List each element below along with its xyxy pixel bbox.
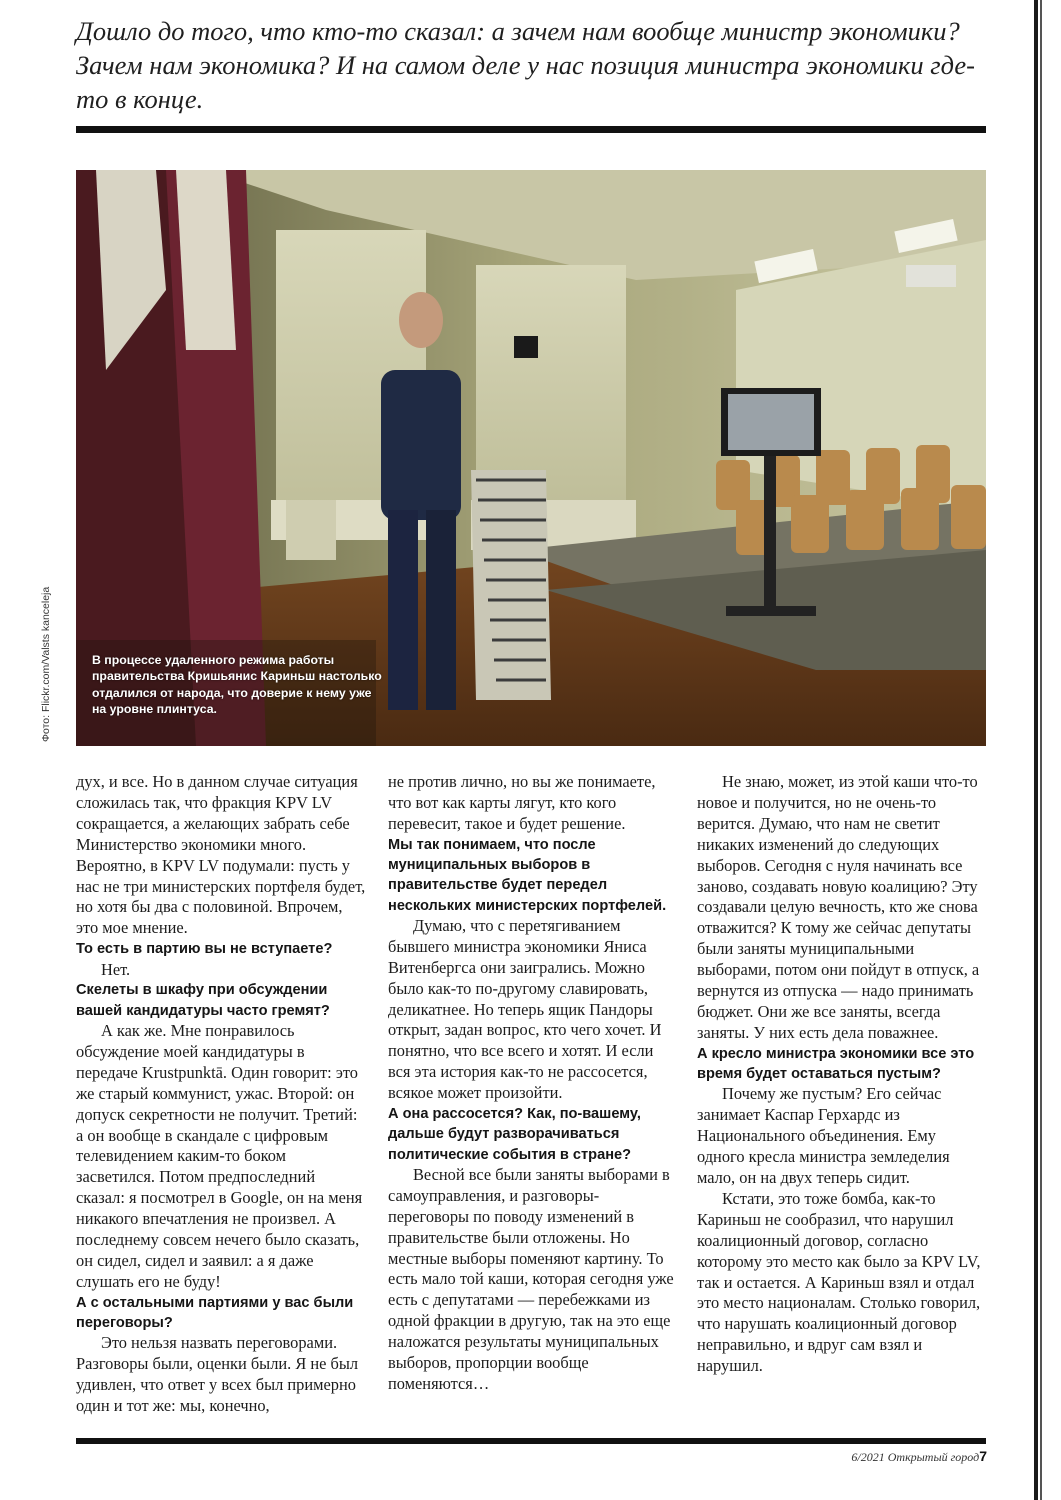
page-edge-bar (1034, 0, 1038, 1500)
interview-question: А она рассосется? Как, по-вашему, дальше будут разворачиваться политические события в стране? (388, 1106, 641, 1163)
photo-caption: В процессе удаленного режима работы правительства Кришьянис Кариньш настолько отдалился от народа, что доверие к нему уже на уровне плинтуса. (92, 653, 382, 717)
paragraph: Не знаю, может, из этой каши что-то новое и получится, но не очень-то верится. Думаю, что нам не светит никаких изменений до следующих выборов. Сегодня с нуля начинать все заново, создавать новую коалицию? Эту создавали целую вечность, кто же снова отважится? К тому же сейчас депутаты были заняты муниципальными выборами, потом они пойдут в отпуск, а вернутся из отпуска — надо принимать бюджет. Они же все заняты, всегда заняты. У них есть дела поважнее. (697, 772, 980, 1042)
page-footer (851, 1448, 987, 1465)
text-column-2 (388, 772, 678, 1395)
interview-question: А с остальными партиями у вас были переговоры? (76, 1294, 354, 1332)
photo-credit: Фото: Flickr.com/Valsts kanceleja (40, 586, 52, 742)
paragraph: Это нельзя назвать переговорами. Разговоры были, оценки были. Я не был удивлен, что ответ у всех был примерно один и тот же: мы, конечно, (76, 1333, 359, 1416)
paragraph: дух, и все. Но в данном случае ситуация сложилась так, что фракция KPV LV сокращается, а желающих забрать себе Министерство экономики много. Вероятно, в KPV LV подумали: пусть у нас не три министерских портфеля будет, но хотя бы два с половиной. Впрочем, это мое мнение. (76, 772, 366, 938)
top-rule (76, 126, 986, 133)
bottom-rule (76, 1438, 986, 1444)
paragraph: Почему же пустым? Его сейчас занимает Каспар Герхардс из Национального объединения. Ему одного кресла министра земледелия мало, он на двух теперь сидит. (697, 1084, 950, 1187)
text-column-1 (76, 772, 366, 1417)
interview-question: Скелеты в шкафу при обсуждении вашей кандидатуры часто гремят? (76, 982, 330, 1019)
paragraph: Весной все были заняты выборами в самоуправления, и разговоры-переговоры по поводу изменений в правительстве были отложены. Но местные выборы поменяют картину. То есть мало той каши, которая сегодня уже есть с депутатами — перебежками из одной фракции в другую, так на это еще наложатся результаты муниципальных выборов, пропорции вообще поменяются… (388, 1164, 674, 1394)
text-column-3 (697, 772, 987, 1377)
paragraph: Нет. (101, 959, 131, 979)
magazine-name: Открытый город (887, 1450, 980, 1464)
pull-quote: Дошло до того, что кто-то сказал: а зачем нам вообще министр экономики? Зачем нам экономика? И на самом деле у нас позиция министра экономики где-то в конце. (76, 16, 975, 114)
page-edge-bar-thin (1040, 0, 1042, 1500)
paragraph: Думаю, что с перетягиванием бывшего министра экономики Яниса Витенбергса они заигрались. Можно было как-то по-другому славировать, деликатнее. Но теперь ящик Пандоры открыт, задан вопрос, кто чего хочет. И понятно, что все всего и хотят. И если вся эта история как-то не рассосется, всякое может произойти. (388, 915, 662, 1103)
interview-question: То есть в партию вы не вступаете? (76, 941, 333, 958)
interview-question: Мы так понимаем, что после муниципальных выборов в правительстве будет передел нескольких министерских портфелей. (388, 836, 667, 914)
page-number: 7 (979, 1448, 987, 1464)
issue-number: 6/2021 (851, 1450, 885, 1464)
paragraph: Кстати, это тоже бомба, как-то Кариньш не сообразил, что нарушил коалиционный договор, согласно которому это место как было за KPV LV, так и остается. А Кариньш взял и отдал это место националам. Столько говорил, что нарушать коалиционный договор неправильно, и вдруг сам взял и нарушил. (697, 1188, 981, 1376)
paragraph: А как же. Мне понравилось обсуждение моей кандидатуры в передаче Krustpunktā. Один говорит: это же старый коммунист, ужас. Второй: он допуск секретности не получит. Третий: а он вообще в скандале с цифровым телевидением каким-то боком засветился. Потом предпоследний сказал: я посмотрел в Google, он на меня никакого впечатления не произвел. А последнему совсем нечего было сказать, он сидел, сидел и заявил: а я даже слушать его не буду! (76, 1021, 363, 1291)
interview-question: А кресло министра экономики все это время будет оставаться пустым? (697, 1045, 975, 1083)
paragraph: не против лично, но вы же понимаете, что вот как карты лягут, кто кого перевесит, такое и будет решение. (388, 772, 656, 833)
